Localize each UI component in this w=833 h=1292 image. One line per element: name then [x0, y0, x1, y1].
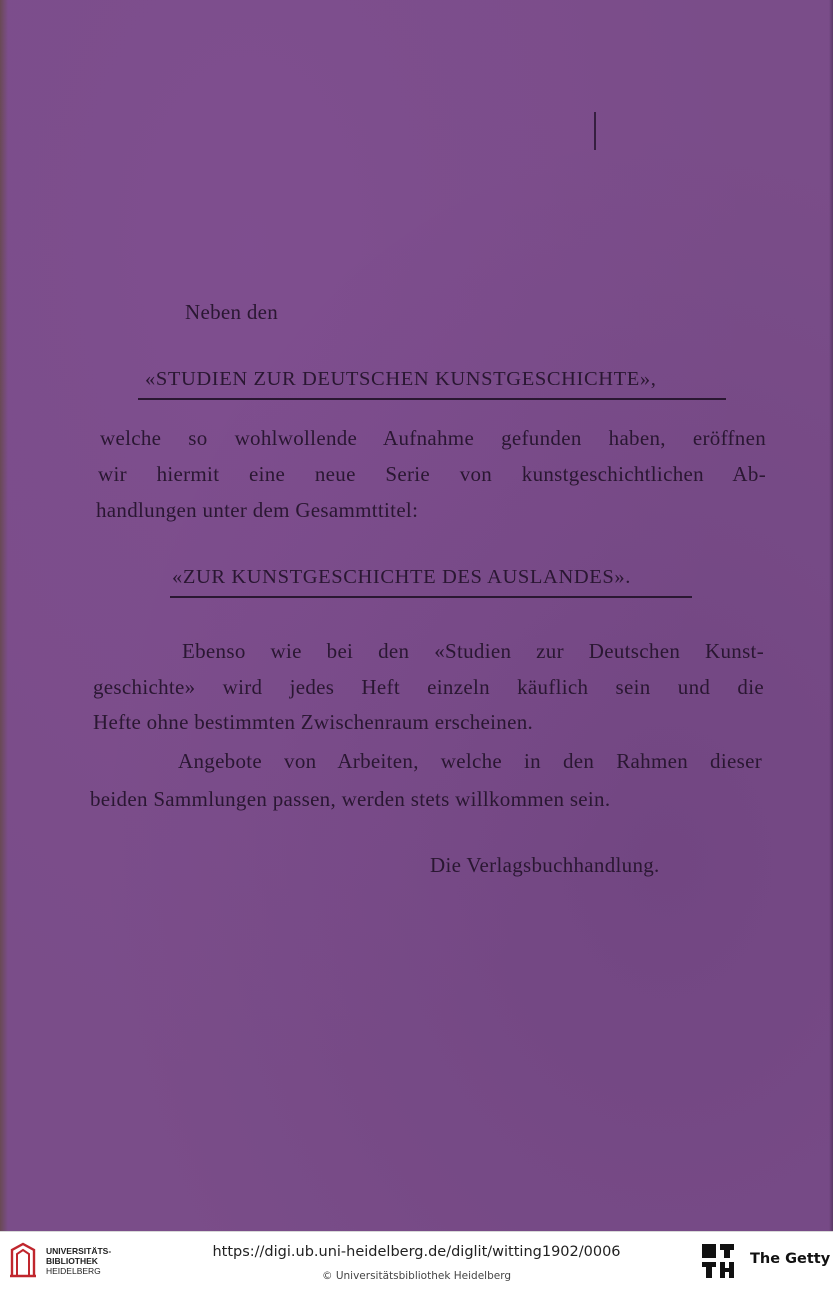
- signature: Die Verlagsbuchhandlung.: [430, 853, 660, 877]
- paragraph-3-line-1: Angebote von Arbeiten, welche in den Rahmen dieser: [178, 749, 762, 773]
- library-name-line-1: UNIVERSITÄTS-: [46, 1246, 112, 1256]
- paragraph-1-line-3: handlungen unter dem Gesammttitel:: [96, 498, 419, 522]
- underline-studien: [138, 398, 726, 400]
- series-title-studien: «STUDIEN ZUR DEUTSCHEN KUNSTGESCHICHTE»,: [145, 368, 657, 390]
- intro-text: Neben den: [185, 300, 279, 324]
- sponsor-name: The Getty: [750, 1251, 831, 1267]
- paragraph-2-line-1: Ebenso wie bei den «Studien zur Deutschen Kunst-: [182, 639, 764, 663]
- library-name-line-3: HEIDELBERG: [46, 1266, 101, 1276]
- copyright-notice: © Universitätsbibliothek Heidelberg: [321, 1270, 511, 1282]
- underline-ausland: [170, 596, 692, 598]
- getty-logo-icon[interactable]: [700, 1242, 736, 1282]
- paragraph-2-line-3: Hefte ohne bestimmten Zwischenraum erscheinen.: [93, 710, 534, 734]
- paragraph-1-line-2: wir hiermit eine neue Serie von kunstgeschichtlichen Ab-: [98, 462, 766, 486]
- permalink-url[interactable]: https://digi.ub.uni-heidelberg.de/diglit/witting1902/0006: [212, 1244, 621, 1260]
- paragraph-1-line-1: welche so wohlwollende Aufnahme gefunden haben, eröffnen: [100, 426, 766, 450]
- library-name-line-2: BIBLIOTHEK: [46, 1256, 98, 1266]
- paragraph-3-line-2: beiden Sammlungen passen, werden stets willkommen sein.: [90, 787, 611, 811]
- paragraph-2-line-2: geschichte» wird jedes Heft einzeln käuflich sein und die: [93, 675, 764, 699]
- series-title-ausland: «ZUR KUNSTGESCHICHTE DES AUSLANDES».: [172, 566, 631, 588]
- ink-mark: [594, 112, 596, 150]
- viewer-footer: [0, 1231, 833, 1292]
